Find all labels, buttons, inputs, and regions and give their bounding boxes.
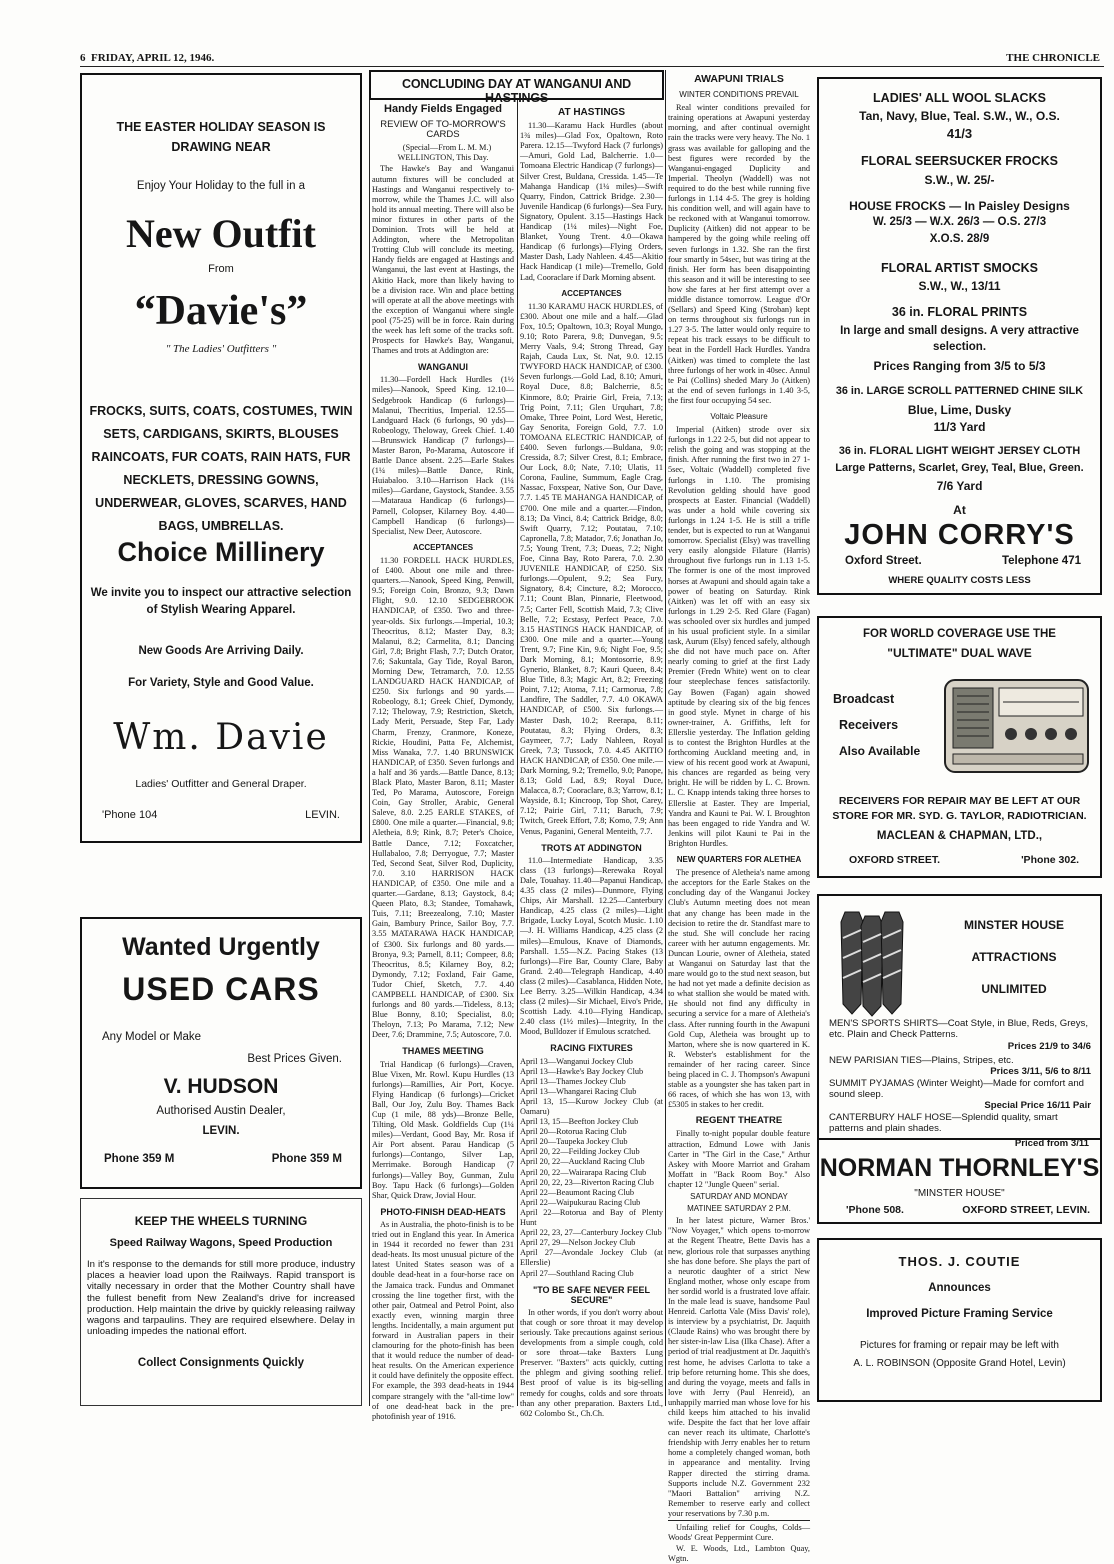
hudson-dealer: Authorised Austin Dealer, [156,1105,286,1117]
silk-colours: Blue, Lime, Dusky [907,403,1012,417]
davie-tagline: " The Ladies' Outfitters " [165,343,277,355]
davie-phone: 'Phone 104 [102,809,158,821]
davie-from: From [208,263,234,275]
peppermint-ad: Unfailing relief for Coughs, Colds—Woods' Great Peppermint Cure. [668,1520,810,1543]
prints-title: 36 in. FLORAL PRINTS [891,305,1028,319]
thornley-name: NORMAN THORNLEY'S [819,1154,1100,1182]
list-item: April 20, 22, 23—Riverton Racing Club [520,1177,654,1187]
list-item: April 13—Whangarei Racing Club [520,1086,637,1096]
wanganui-heading: WANGANUI [418,362,468,373]
davie-invite: We invite you to inspect our attractive selection of Stylish Wearing Apparel. [90,587,352,616]
radio-coverage: FOR WORLD COVERAGE USE THE [863,628,1056,640]
voltaic-body: Imperial (Aitken) strode over six furlongs in 1.22 2-5, but did not appear to relish the going and was stopping at the finish. After running the first two in 27 1-5sec, Voltaic (Waddell) completed five furlongs in 1.10. The promising Revolution gelding should have good prospects at Easter. Financial (Waddell) was under a hold while covering six furlongs in 1.24 1-5. He is still a trifle tender, but is expected to run at Wanganui tomorrow. Specialist (Elsy) was travelling very easily alongside Filature (Harris) throughout five furlongs run in 1.13 1-5. The former is one of the most improved horses at Awapuni and should again take a power of beating on Saturday. Rink (Aitken) was let off with an easy six furlongs in 1.29 2-5. Red Glare (Fagan) was schooled over six hurdles and jumped in his usual proficient style. In a similar task, Aurum (Elsy) fenced safely, although she did not have much pace on. After nearly coming to grief at the first Lady Premier (Fredn White) went on to clear four steeplechase fences satisfactorily. Gay Bowen (Fagan) again showed aptitude by clearing six of the big fences in good style. Mynet in charge of his owner-trainer, A. Griffiths, left for Ellerslie yesterday. The Inflation gelding is to contest the Brighton Hurdles at the forthcoming Auckland meeting and, in view of his recent good work at Awapuni, his chances are regarded as being very bright. He will be ridden by L. C. Brown. L. C. Knapp intends taking three horses to Ellerslie at Easter. They are Imperial, Yandra and Kauni te Pai. W. I. Broughton has been engaged to ride Yandra and W. Jenkins will pilot Kauni te Pai in the Brighton Hurdles. [668,425,810,848]
jersey-colours: Large Patterns, Scarlet, Grey, Teal, Blue, Green. [835,462,1084,474]
alethea-heading: NEW QUARTERS FOR ALETHEA [676,855,802,865]
awapuni-column [668,72,810,1564]
wanganui-body: 11.30—Fordell Hack Hurdles (1½ miles)—Nanook, Speed King. 12.10—Sedgebrook Handicap (6 furlongs)—Malanui, Thecritius, Imperial. 12.55—Landguard Hack (6 furlongs, 90 yds)—Robeology, Theloway, Greek Chief. 1.40—Brunswick Handicap (7 furlongs)—Master Baron, Po-Marama, Autoscore if Battle Dance absent. 2.25—Earle Stakes (1¼ miles)—Battle Dance, Rink, Huiabaloo. 3.10—Harrison Hack (1¼ miles)—Gardane, Gaystock, Standee. 3.55—Mataraua Handicap (6 furlongs)—Parnell, Colopser, Kilarney Boy. 4.40—Campbell Handicap (6 furlongs)—Specialist, New Deer, Autoscore. [372,375,514,536]
minster-heading-3: UNLIMITED [981,982,1047,996]
prints-desc: In large and small designs. A very attractive selection. [840,325,1079,353]
jersey-price: 7/6 Yard [936,479,983,493]
hudson-ad [80,917,362,1189]
masthead: THE CHRONICLE [1006,52,1100,64]
house-frocks-xos: X.O.S. 28/9 [929,233,990,245]
awapuni-heading: AWAPUNI TRIALS [694,73,784,85]
minster-ad [817,894,1102,1140]
corry-phone: Telephone 471 [1001,555,1081,567]
davie-headline: THE EASTER HOLIDAY SEASON IS DRAWING NEAR [116,120,326,154]
regent-body-2: In her latest picture, Warner Bros.' "Now Voyager," which opens to-morrow at the Regent Theatre, Bette Davis has a new, glorious role that surpasses anything she has done before. She plays the part of a neurotic daughter of a strict New England mother, whose only escape from her sordid world is a frustrated love affair. In the male lead is suave, handsome Paul Henreid. Carlotta Vale (Miss Davis' role), is interview by a psychiatrist, Dr. Jaquith (Claude Rains) who was brought there by her sister-in-law Lisa (Ilka Chase). After a period of trial readjustment at Dr. Jaquith's rest home, he advises Carlotta to take a trip before returning home. This she does, and during the voyage, meets and falls in love with Jerry (Paul Henreid), an unhappily married man whose love for his child keeps him attached to his invalid wife. Despite the fact that her love affair can never reach its ultimate, Charlotte's friendship with Jerry enables her to return home a completely changed woman, both in appearance and mentality. Irving Rapper directed the stirring drama. Supports include N.Z. Government 232 "Maori Battalion" arriving N.Z. Remember to reserve early and collect your reservations by 7.30 p.m. [668,1216,810,1518]
hudson-used-cars: USED CARS [122,971,320,1007]
list-item: April 13—Thames Jockey Club [520,1076,626,1086]
hudson-town: LEVIN. [202,1125,240,1137]
hudson-best-prices: Best Prices Given. [247,1053,342,1065]
radio-broadcast: Broadcast [833,692,895,706]
radio-receivers: Receivers [839,718,899,732]
racing-byline: (Special—From L. M. M.) WELLINGTON, This Day. [397,143,492,163]
slacks-title: LADIES' ALL WOOL SLACKS [873,91,1046,105]
racing-column-b [520,102,663,1418]
frocks-size: S.W., W. 25/- [924,173,995,187]
list-item: April 22—Rotorua and Bay of Plenty Hunt [520,1207,663,1228]
alethea-body: The presence of Aletheia's name among the acceptors for the Earle Stakes on the concluding day of the Wanganui Jockey Club's Autumn meeting does not mean that any change has been made in the decision to retire the dr. Standfast mare to the stud. She will conclude her racing career with her autumn engagements. Mr. Duncan Lourie, owner of Aletheia, stated at Wanganui on Saturday last that the mare would go to the stud next season, but he had not yet made a definite decision as to what stallion she would be mated with. He should not find any difficulty in securing a service for a mare of Aletheia's class. After running fourth in the Awapuni Gold Cup, Aletheia was brought up to Marton, where she is now quartered in K. R. Webster's establishment for the remainder of her racing career. Since being placed in C. J. Thompson's Awapuni stable as a youngster she has taken part in 66 races, of which she has won 13, with £5305 in stakes to her credit. [668,868,810,1110]
corry-name: JOHN CORRY'S [844,519,1075,551]
list-item: April 13, 15—Beefton Jockey Club [520,1117,639,1127]
minster-heading-1: MINSTER HOUSE [963,918,1064,932]
hudson-wanted: Wanted Urgently [122,933,320,961]
list-item: April 13—Wanganui Jockey Club [520,1056,633,1066]
coutie-name: THOS. J. COUTIE [898,1254,1021,1269]
jersey-title: 36 in. FLORAL LIGHT WEIGHT JERSEY CLOTH [838,445,1081,457]
silk-title: 36 in. LARGE SCROLL PATTERNED CHINE SILK [835,385,1084,397]
radio-firm: MACLEAN & CHAPMAN, LTD., [876,830,1043,842]
coutie-announces: Announces [928,1282,991,1294]
coutie-body: Pictures for framing or repair may be left with [860,1340,1059,1351]
minster-ties: NEW PARISIAN TIES—Plains, Stripes, etc. [829,1055,1014,1066]
fixtures-list [520,1057,663,1279]
house-frocks-title: HOUSE FROCKS — In Paisley Designs [849,199,1070,213]
radio-set-icon [939,670,1094,780]
davie-ad [80,73,362,843]
list-item: April 20, 22—Wairarapa Racing Club [520,1167,647,1177]
awapuni-body: Real winter conditions prevailed for training operations at Awapuni yesterday morning, and after continual overnight rain the tracks were very heavy. The No. 1 grass was available for galloping and the best figures were recorded by the Wanganui-engaged Duplicity and Imperial. Theolyn (Waddell) was not required to do the best while running five furlongs in 1.14 4-5. The grey is holding his condition well, and will again have to be reckoned with at Wanganui tomorrow. Duplicity (Aitken) did not appear to be hampered by the going while reeling off seven furlongs in 1.32. She ran the first four smartly in 54sec, but was tiring at the finish. Her form has been disappointing this season and it will be interesting to see how she fares at her first attempt over a middle distance tomorrow. League d'Or (Sellars) and Speed King (Stroban) kept on terms throughout six furlongs run in 1.27 3-5. The latter would only require to repeat his track essays to be difficult to beat in the Fordell Hack Hurdles. Yandra (Aitken) was timed to complete the last three furlongs of her work in 40sec. Annul te Pai (Collins) sheded Mary Jo (Aitken) at the end of seven furlongs in 1.40 3-5, the first four occupying 54 sec. [668,103,810,405]
minster-heading-2: ATTRACTIONS [971,950,1057,964]
trots-body: 11.0—Intermediate Handicap, 3.35 class (13 furlongs)—Rerewaka Royal Dale, Touahay. 11.40—Papanui Handicap, 4.35 class (2 miles)—Dunmore, Flying Chips, Air Marshall. 12.25—Canterbury Handicap, 4.25 class (2 miles)—Light Brigade, Lucky Loyal, Scotch Music. 1.10—J. H. Williams Handicap, 4.25 class (2 miles)—Emulous, Knave of Diamonds, Parshall. 1.55—N.Z. Pacing Stakes (13 furlongs)—Fire Bar, County Clare, Baby Grand. 2.40—Telegraph Handicap, 4.40 class (2 miles)—Casablanca, Hidden Note, Lee Berry. 3.25—Wilkin Handicap, 4.34 class (2 miles)—Sir Michael, Eivo's Pride, Scottish Lady. 4.10—Flying Handicap, 2.40 class (1½ miles)—Integrity, In the Mood, Bulldozer if Emulous scratched. [520,855,663,1037]
smocks-size: S.W., W., 13/11 [918,279,1001,293]
davie-enjoy: Enjoy Your Holiday to the full in a [136,180,306,192]
minster-hose: CANTERBURY HALF HOSE—Splendid quality, smart patterns and plain shades. [829,1112,1058,1134]
header-rule [80,66,1104,67]
wanganui-acceptances-heading: ACCEPTANCES [412,542,474,552]
thornley-house: "MINSTER HOUSE" [914,1188,1005,1199]
corry-ad [817,77,1102,595]
davie-variety: For Variety, Style and Good Value. [128,677,314,689]
racing-banner: CONCLUDING DAY AT WANGANUI AND HASTINGS [402,77,631,105]
minster-hose-price: Priced from 3/11 [1014,1138,1089,1149]
prints-price: Prices Ranging from 3/5 to 5/3 [873,359,1046,373]
radio-ad [817,616,1102,878]
list-item: April 22—Beaumont Racing Club [520,1187,635,1197]
radio-phone: 'Phone 302. [1021,854,1079,866]
railway-title: KEEP THE WHEELS TURNING [134,1214,308,1228]
trots-heading: TROTS AT ADDINGTON [541,842,642,853]
column-rule-c [665,70,666,1406]
review-heading: REVIEW OF TO-MORROW'S CARDS [380,119,506,141]
regent-days: SATURDAY AND MONDAY [690,1192,788,1202]
issue-date: FRIDAY, APRIL 12, 1946. [91,52,215,64]
davie-store-name: “Davie's” [134,288,308,334]
photo-finish-body: As in Australia, the photo-finish is to be tried out in England this year. In America in 1944 it recorded no fewer than 231 dead-heats. Its most unusual picture of the latest United States season was of a double dead-heat in a four-horse race on the Jamaica track. Fundus and Ommanet crossing the line together first, with the other pair, Oatmeal and Petrol Point, also exactly even, winning margin three lengths. Incidentally, a main argument put forward in Australian papers in their clamouring for the photo-finish has been that it would reduce the number of dead-heat results. On the American experience it could have definitely the opposite effect. For example, the 393 dead-heats in 1944 compare strangely with the "all-time low" of one dead-heat back in the pre-photofinish year of 1916. [372,1219,514,1421]
hudson-phone-right: Phone 359 M [271,1153,342,1165]
photo-finish-heading: PHOTO-FINISH DEAD-HEATS [380,1206,506,1217]
radio-available: Also Available [839,744,921,758]
list-item: April 13—Hawke's Bay Jockey Club [520,1066,644,1076]
list-item: April 20, 22—Feilding Jockey Club [520,1147,640,1157]
davie-millinery: Choice Millinery [117,537,325,567]
hudson-phone-left: Phone 359 M [104,1153,175,1165]
regent-matinee: MATINEE SATURDAY 2 P.M. [687,1204,791,1214]
davie-town: LEVIN. [305,809,340,821]
smocks-title: FLORAL ARTIST SMOCKS [881,261,1038,275]
railway-footer: Collect Consignments Quickly [137,1357,305,1369]
wanganui-acceptances: 11.30 FORDELL HACK HURDLES, of £400. About one mile and three-quarters.—Nanook, Speed King, Penwill, 9.5; Foreign Coin, Bronzo, 9.3; Dawn Flight, 9.0. 12.10 SEDGEBROOK HANDICAP, of £350. Two and three-year-olds. Six furlongs.—Imperial, 10.3; Theocritus, 8.12; Master Day, 8.3; Malanui, 8.2; Carmelita, 8.1; Dancing Girl, 7.8; Bright Flash, 7.7; Dutch Orator, 7.6; Sakuntala, Gay Tide, Royal Baron, Morning Dew, Tetramarch, 7.0. 12.55 LANDGUARD HACK HANDICAP, of £250. Six furlongs and 90 yards.—Robeology, 8.1; Greek Chief, Dymondy, 7.12; Theloway, 7.9; Restriction, Sketch, Lady Merit, Persuade, Step Far, Lady Charm, Frenzy, Cranmore, Koneze, Rickie, Houdini, Patta Fe, Alchemist, Miss Wanaka, 7.7. 1.40 BRUNSWICK HANDICAP, of £350. Seven furlongs and a half and 36 yards.—Battle Dance, 8.13; Black Plato, Master Baron, 8.11; Master Ted, Po Marama, Autoscore, Foreign Coin, Gay Stroller, Arabic, General Saleve, 8.0. 2.25 EARLE STAKES, of £800. One mile a quarter.—Financial, 9.8; Aletheia, 8.9; Rink, 8.7; Peter's Choice, Battle Dance, 7.12; Foxcatcher, Hullabaloo, 7.8; Derryogue, 7.7; Master Ted, Second Seat, Silver Rod, Duplicity, 7.0. 3.10 HARRISON HACK HANDICAP, of £350. One mile and a quarter.—Gardane, 8.13; Gaystock, 8.4; Queen Plato, 8.3; Standee, Tomahawk, Tuis, 7.11; Breezealong, 7.10; Master Gain, Bambury Prince, Sailor Boy, 7.7. 3.55 MATARAWA HACK HANDICAP, of £300. Six furlongs and 80 yards.—Bronya, 9.3; Parnell, 8.11; Compeer, 8.8; Theocritus, 8.5; Kilarney Boy, 8.2; Dymondy, 7.12; Foxland, Fair Game, Tudor Chief, Sketch, 7.7. 4.40 CAMPBELL HANDICAP, of £300. Six furlongs and 80 yards.—Tideless, 8.13; Blue Bonny, 8.10; Specialist, 8.0; Theloyn, 7.13; Po Marama, 7.12; New Deer, 7.6; Drammine, 7.5; Autoscore, 7.0. [372,555,514,1040]
fixtures-heading: RACING FIXTURES [550,1043,633,1054]
woods-address: W. E. Woods, Ltd., Lambton Quay, Wgtn. [668,1544,810,1564]
davie-items: FROCKS, SUITS, COATS, COSTUMES, TWIN SETS, CARDIGANS, SKIRTS, BLOUSES RAINCOATS, FUR COATS, RAIN HATS, FUR NECKLETS, DRESSING GOWNS, UNDERWEAR, GLOVES, SCARVES, HAND BAGS, UMBRELLAS. [89,404,353,533]
list-item: April 27—Avondale Jockey Club (at Ellerslie) [520,1248,663,1268]
davie-outfit: New Outfit [126,211,316,256]
thornley-street: OXFORD STREET, LEVIN. [962,1204,1090,1216]
racing-intro: The Hawke's Bay and Wanganui autumn fixtures will be concluded at Hastings and Wanganui respectively to-morrow, while the Thames J.C. will also hold its annual meeting. There will also be minor fixtures in other parts of the Dominion. Trots will be held at Addington, where the Metropolitan Trotting Club will conclude its meeting. Handy fields are engaged at Hastings and Wanganui, the last event at Hastings, the Akitio Hack, more than likely having to be a division race. Win and place betting will operate at all the above meetings with the exception of Wanganui where single pool (75-25) will be in force. Rain during the week has left some of the tracks soft. Prospects for Hawke's Bay, Wanganui, Thames and trots at Addington are: [372,164,514,356]
hudson-any-model: Any Model or Make [102,1031,202,1043]
baxters-body: In other words, if you don't worry about that cough or sore throat it may develop seriously. Take precautions against serious developments from a simple cough, cold or sore throat—take Baxters Lung Preserver. "Baxters" acts quickly, cutting the phlegm and giving soothing relief. Best proof of value is its big-selling remedy for coughs, colds and sore throats than any other preparation. Baxters Ltd., 602 Colombo St., Ch.Ch. [520,1307,663,1418]
thornley-phone: 'Phone 508. [846,1204,904,1216]
corry-street: Oxford Street. [845,555,922,567]
radio-model: "ULTIMATE" DUAL WAVE [887,646,1032,660]
minster-ties-price: Prices 3/11, 5/6 to 8/11 [990,1066,1091,1077]
list-item: April 27—Southland Racing Club [520,1268,634,1278]
coutie-service: Improved Picture Framing Service [866,1308,1053,1320]
minster-shirts-price: Prices 21/9 to 34/6 [1007,1041,1091,1052]
baxters-heading: "TO BE SAFE NEVER FEEL SECURE" [532,1284,651,1305]
handy-fields-heading: Handy Fields Engaged [384,103,502,115]
corry-motto: WHERE QUALITY COSTS LESS [888,575,1031,586]
voltaic-heading: Voltaic Pleasure [710,412,768,421]
minster-pyjamas: SUMMIT PYJAMAS (Winter Weight)—Made for comfort and sound sleep. [829,1078,1085,1100]
hastings-heading: AT HASTINGS [557,107,626,118]
column-rule [369,70,370,1406]
coutie-ad [817,1238,1102,1402]
hastings-body: 11.30—Karamu Hack Hurdles (about 1¾ miles)—Glad Fox, Opaltown, Roto Parera. 12.15—Twyford Hack (7 furlongs)—Amuri, Gold Lad, Balcherrie. 1.0—Tomoana Electric Handicap (7 furlongs)—Silver Crest, Buldana, Cressida. 1.45—Te Mahanga Handicap (1¼ miles)—Swift Quarry, Findon, Cattrick Bridge. 2.30—Juvenile Handicap (6 furlongs)—Sea Fury, Signatory, Opulent. 3.15—Hastings Hack Handicap (1¼ miles)—Night Foe, Blanket, Young Trent. 4.0—Okawa Handicap (6 furlongs)—Flying Orders, Master Dash, Lady Nahleen. 4.45—Akitio Hack Handicap (1 mile)—Tremello, Gold Lad, Cooraclare if Dark Morning absent. [520,121,663,282]
slacks-price: 41/3 [946,126,973,141]
list-item: April 27, 29—Nelson Jockey Club [520,1238,636,1248]
necktie-icon [831,908,913,1018]
minster-pyjamas-price: Special Price 16/11 Pair [984,1100,1091,1111]
racing-column-a [372,102,514,1421]
regent-body: Finally to-night popular double feature attraction, Edmund Lowe with Janis Carter in "The Girl in the Case," Arthur Askey with Moore Marriot and Graham Moffatt in "Back Room Boy." Also chapter 12 "Jungle Queen" serial. [668,1129,810,1189]
slacks-colours: Tan, Navy, Blue, Teal. S.W., W., O.S. [859,109,1060,123]
thames-body: Trial Handicap (6 furlongs)—Craven, Blue Vixen, Mr. Rowl. Kupu Hurdles (13 furlongs)—Ramillies, Air Port, Kocye. Flying Handicap (6 furlongs)—Cricket Ball, Our Joy, Zulu Boy. Thames Back Cup (1 mile, 88 yds)—Bronze Belle, Tilting, Old Mask. Goldfields Cup (1¼ miles)—Verdant, Good Bay, Mr. Rosa if Air Port absent. Parau Handicap (5 furlongs)—Contango, Silver Lap, Merrimake. Borough Handicap (7 furlongs)—Valley Boy, Gunman, Zulu Boy. Tapu Hack (6 furlongs)—Golden Shar, Quick Draw, Jovial Hour. [372,1059,514,1200]
house-frocks-price: W. 25/3 — W.X. 26/3 — O.S. 27/3 [872,216,1047,228]
page-number: 6 [80,52,86,64]
minster-shirts: MEN'S SPORTS SHIRTS—Coat Style, in Blue, Reds, Greys, etc. Plain and Check Patterns. [829,1018,1088,1040]
page-date [80,52,380,66]
regent-heading: REGENT THEATRE [695,1115,783,1127]
frocks-title: FLORAL SEERSUCKER FROCKS [860,154,1058,168]
thames-heading: THAMES MEETING [402,1046,484,1057]
hastings-acceptances: 11.30 KARAMU HACK HURDLES, of £300. About one mile and a half.—Glad Fox, 10.5; Opaltown, 10.3; Royal Mungo, 9.10; Roto Parera, 9.8; Dunvegan, 9.5; Merry Vaals, 9.4; Strong Thread, Gay Rajah, Cauda Lux, St. Nat, 9.0. 12.15 TWYFORD HACK HANDICAP, of £300. Seven furlongs.—Gold Lad, 8.10; Amuri, Royal Duce, 8.8; Balcherrie, 8.5; Kinmore, 8.0; Prairie Girl, Freia, 7.13; Trig Point, 7.11; Glen Urquhart, 7.8; Omake, Three Point, Lord West, Heretic, Gay Senorita, Foreign Gold, 7.7. 1.0 TOMOANA ELECTRIC HANDICAP, of £400. Seven furlongs.—Buldana, 9.0; Cressida, 8.7; Silver Crest, 8.1; Embrace, Our Lock, 8.0; Nate, 7.10; Ulatis, 11 Corona, Fauline, Summum, Eagle Crag, Nassac, Foxspear, Native Son, Our Dave, 7.7. 1.45 TE MAHANGA HANDICAP, of £700. One mile and a quarter.—Findon, 8.13; Da Vinci, 8.4; Cattrick Bridge, 8.0; Swift Quarry, 7.12; Poutatau, 7.10; Capronella, 7.8; Matador, 7.6; Jonathan Jo, 7.5; Young Trent, 7.3; Dueas, 7.2; Night Foe, Cinna Bay, Roto Parera, 7.0. 2.30 JUVENILE HANDICAP, of £250. Six furlongs.—Opulent, 9.2; Sea Fury, Signatory, 8.4; Cincture, 8.2; Morocco, 7.11; Count Blan, Pinnarie, Fleetwood, 7.5; Carter Fell, Scottish Maid, 7.3; Clive Belle, 7.2; Ecstasy, Perfect Peace, 7.0. 3.15 HASTINGS HACK HANDICAP, of £300. One mile and a quarter.—Young Trent, 9.7; Fine Kin, 9.6; Night Foe, 9.5; Dark Morning, 8.1; Montosorrie, 8.9; Gynerio, Blanket, 8.7; Kauri Queen, 8.4; Blue Title, 8.3; Magic Art, 8.2; Freezing Point, 7.12; Atoma, 7.11; Carmorua, 7.8; Landfire, The Saddler, 7.7. 4.0 OKAWA HANDICAP, of £500. Six furlongs.—Master Dash, 10.2; Reerapa, 8.11; Poutatau, 8.3; Flying Orders, 8.3; Gaymeer, 7.7; Lady Nahleen, Royal Greek, 7.3; Tussock, 7.0. 4.45 AKITIO HACK HANDICAP, of £350. One mile.—Dark Morning, 9.2; Tremello, 9.0; Panope, 8.13; Gold Lad, 8.9; Royal Duce, Malacca, 8.7; Cooraclare, 8.3; Yarrow, 8.1; Wayside, 8.1; Kincroop, Top Shot, Carey, 7.12; Pairie Girl, 7.11; Baruch, 7.9; Twitch, Greek Effort, 7.8; Komo, 7.9; Ann Venus, Paganini, General Menteith, 7.7. [520,301,663,836]
list-item: April 20—Rotorua Racing Club [520,1127,627,1137]
column-rule-b [517,100,518,1406]
list-item: April 22, 23, 27—Canterbury Jockey Club [520,1228,662,1238]
list-item: April 20, 22—Auckland Racing Club [520,1157,645,1167]
hudson-name: V. HUDSON [163,1075,279,1098]
radio-repairs: RECEIVERS FOR REPAIR MAY BE LEFT AT OUR STORE FOR MR. SYD. G. TAYLOR, RADIOTRICIAN. [832,795,1087,822]
silk-price: 11/3 Yard [933,420,986,434]
davie-role: Ladies' Outfitter and General Draper. [135,778,307,790]
racing-banner-box [369,70,664,105]
davie-new-goods: New Goods Are Arriving Daily. [138,645,304,657]
railway-body: In it's response to the demands for still more produce, industry places a heavier load upon the Railways. Rapid transport is vitally necessary in order that the Mother Country shall have the fullest benefit from New Zealand's drive for increased production. Help maintain the drive by quickly releasing railway wagons and tarpaulins. They are required elsewhere. Delay in unloading impedes the national effort. [87,1259,355,1338]
railway-subtitle: Speed Railway Wagons, Speed Production [109,1237,333,1249]
radio-street: OXFORD STREET. [849,854,941,866]
corry-at: At [953,503,966,517]
railway-notice [80,1198,362,1406]
minster-ad-bottom [817,1140,1102,1224]
awapuni-subheading: WINTER CONDITIONS PREVAIL [679,90,799,100]
list-item: April 22—Waipukurau Racing Club [520,1197,641,1207]
list-item: April 20—Taupeka Jockey Club [520,1137,628,1147]
list-item: April 13, 15—Kurow Jockey Club (at Oamaru) [520,1096,663,1116]
hastings-acceptances-heading: ACCEPTANCES [561,288,622,298]
coutie-agent: A. L. ROBINSON (Opposite Grand Hotel, Levin) [853,1358,1066,1369]
davie-signature: Wm. Davie [113,717,329,758]
